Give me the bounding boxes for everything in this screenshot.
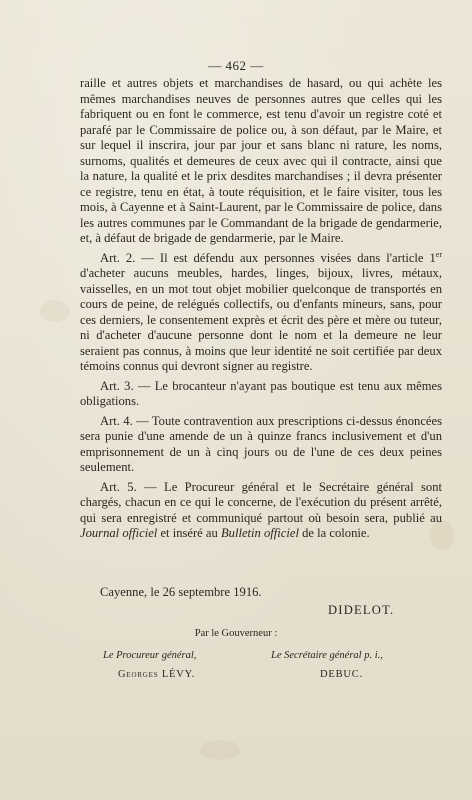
bulletin-officiel-title: Bulletin officiel bbox=[220, 526, 299, 540]
par-le-gouverneur: Par le Gouverneur : bbox=[194, 628, 278, 639]
paragraph-art3: Art. 3. — Le brocanteur n'ayant pas boutique est tenu aux mêmes obligations. bbox=[80, 378, 442, 408]
art2-body: d'acheter aucuns meubles, hardes, linges, bijoux, livres, métaux, vaisselles, en un mot tout objet mobilier quelconque de transportés en cours de peine, de relégués collectifs, ou d'enfants mineurs, sans, pour ces derniers, le consentement exprès et écrit des père et mère ou tuteur, ni d'acheter d'aucune personne dont le nom et la demeure ne leur seraient pas connus, à moins que leur identité ne soit certifiée par deux témoins connus qui devront signer au registre. bbox=[80, 266, 442, 373]
procureur-name: Georges LÉVY. bbox=[118, 669, 196, 680]
art2-superscript: er bbox=[435, 249, 442, 259]
art5-end: de la colonie. bbox=[302, 526, 370, 540]
art5-connector: et inséré au bbox=[160, 526, 218, 540]
art5-body: Art. 5. — Le Procureur général et le Secrétaire général sont chargés, chacun en ce qui le concerne, de l'exécution du présent arrêté, qui sera enregistré et communiqué partout où besoin sera, publié au bbox=[80, 479, 442, 525]
paper-stain bbox=[200, 740, 240, 760]
paper-stain bbox=[40, 300, 70, 322]
procureur-role: Le Procureur général, bbox=[103, 650, 197, 661]
paragraph-art5 bbox=[80, 480, 442, 542]
secretaire-name: DEBUC. bbox=[320, 669, 364, 680]
page-number: — 462 — bbox=[208, 58, 264, 73]
document-body bbox=[80, 76, 442, 546]
paragraph-art1-continuation: raille et autres objets et marchandises de hasard, ou qui achète les mêmes marchandises neuves de personnes autres que celles qui les fabriquent ou en font le commerce, est tenu d'avoir un registre coté et parafé par le Commissaire de police ou, à son défaut, par le Maire, et sur lequel il inscrira, jour par jour et sans blanc ni rature, les noms, surnoms, qualités et demeures de ceux avec qui il contracte, ainsi que la nature, la qualité et le prix desdites marchandises ; il devra présenter ce registre, tenu en état, à toute réquisition, et le faire visiter, tous les mois, à Cayenne et à Saint-Laurent, par le Commissaire de police, dans les autres communes par le Commandant de la brigade de gendarmerie, et, à défaut de brigade de gendarmerie, par le Maire. bbox=[80, 76, 442, 245]
date-line: Cayenne, le 26 septembre 1916. bbox=[100, 585, 262, 599]
paragraph-art4: Art. 4. — Toute contravention aux prescriptions ci-dessus énoncées sera punie d'une amende de un à quinze francs inclusivement et d'un emprisonnement de un à cinq jours ou de l'une de ces deux peines seulement. bbox=[80, 413, 442, 474]
art2-lead: Art. 2. — Il est défendu aux personnes visées dans l'article 1 bbox=[100, 250, 436, 265]
journal-officiel-title: Journal officiel bbox=[80, 526, 158, 540]
secretaire-role: Le Secrétaire général p. i., bbox=[271, 650, 383, 661]
paragraph-art2 bbox=[80, 251, 442, 375]
governor-signature: DIDELOT. bbox=[328, 603, 395, 617]
